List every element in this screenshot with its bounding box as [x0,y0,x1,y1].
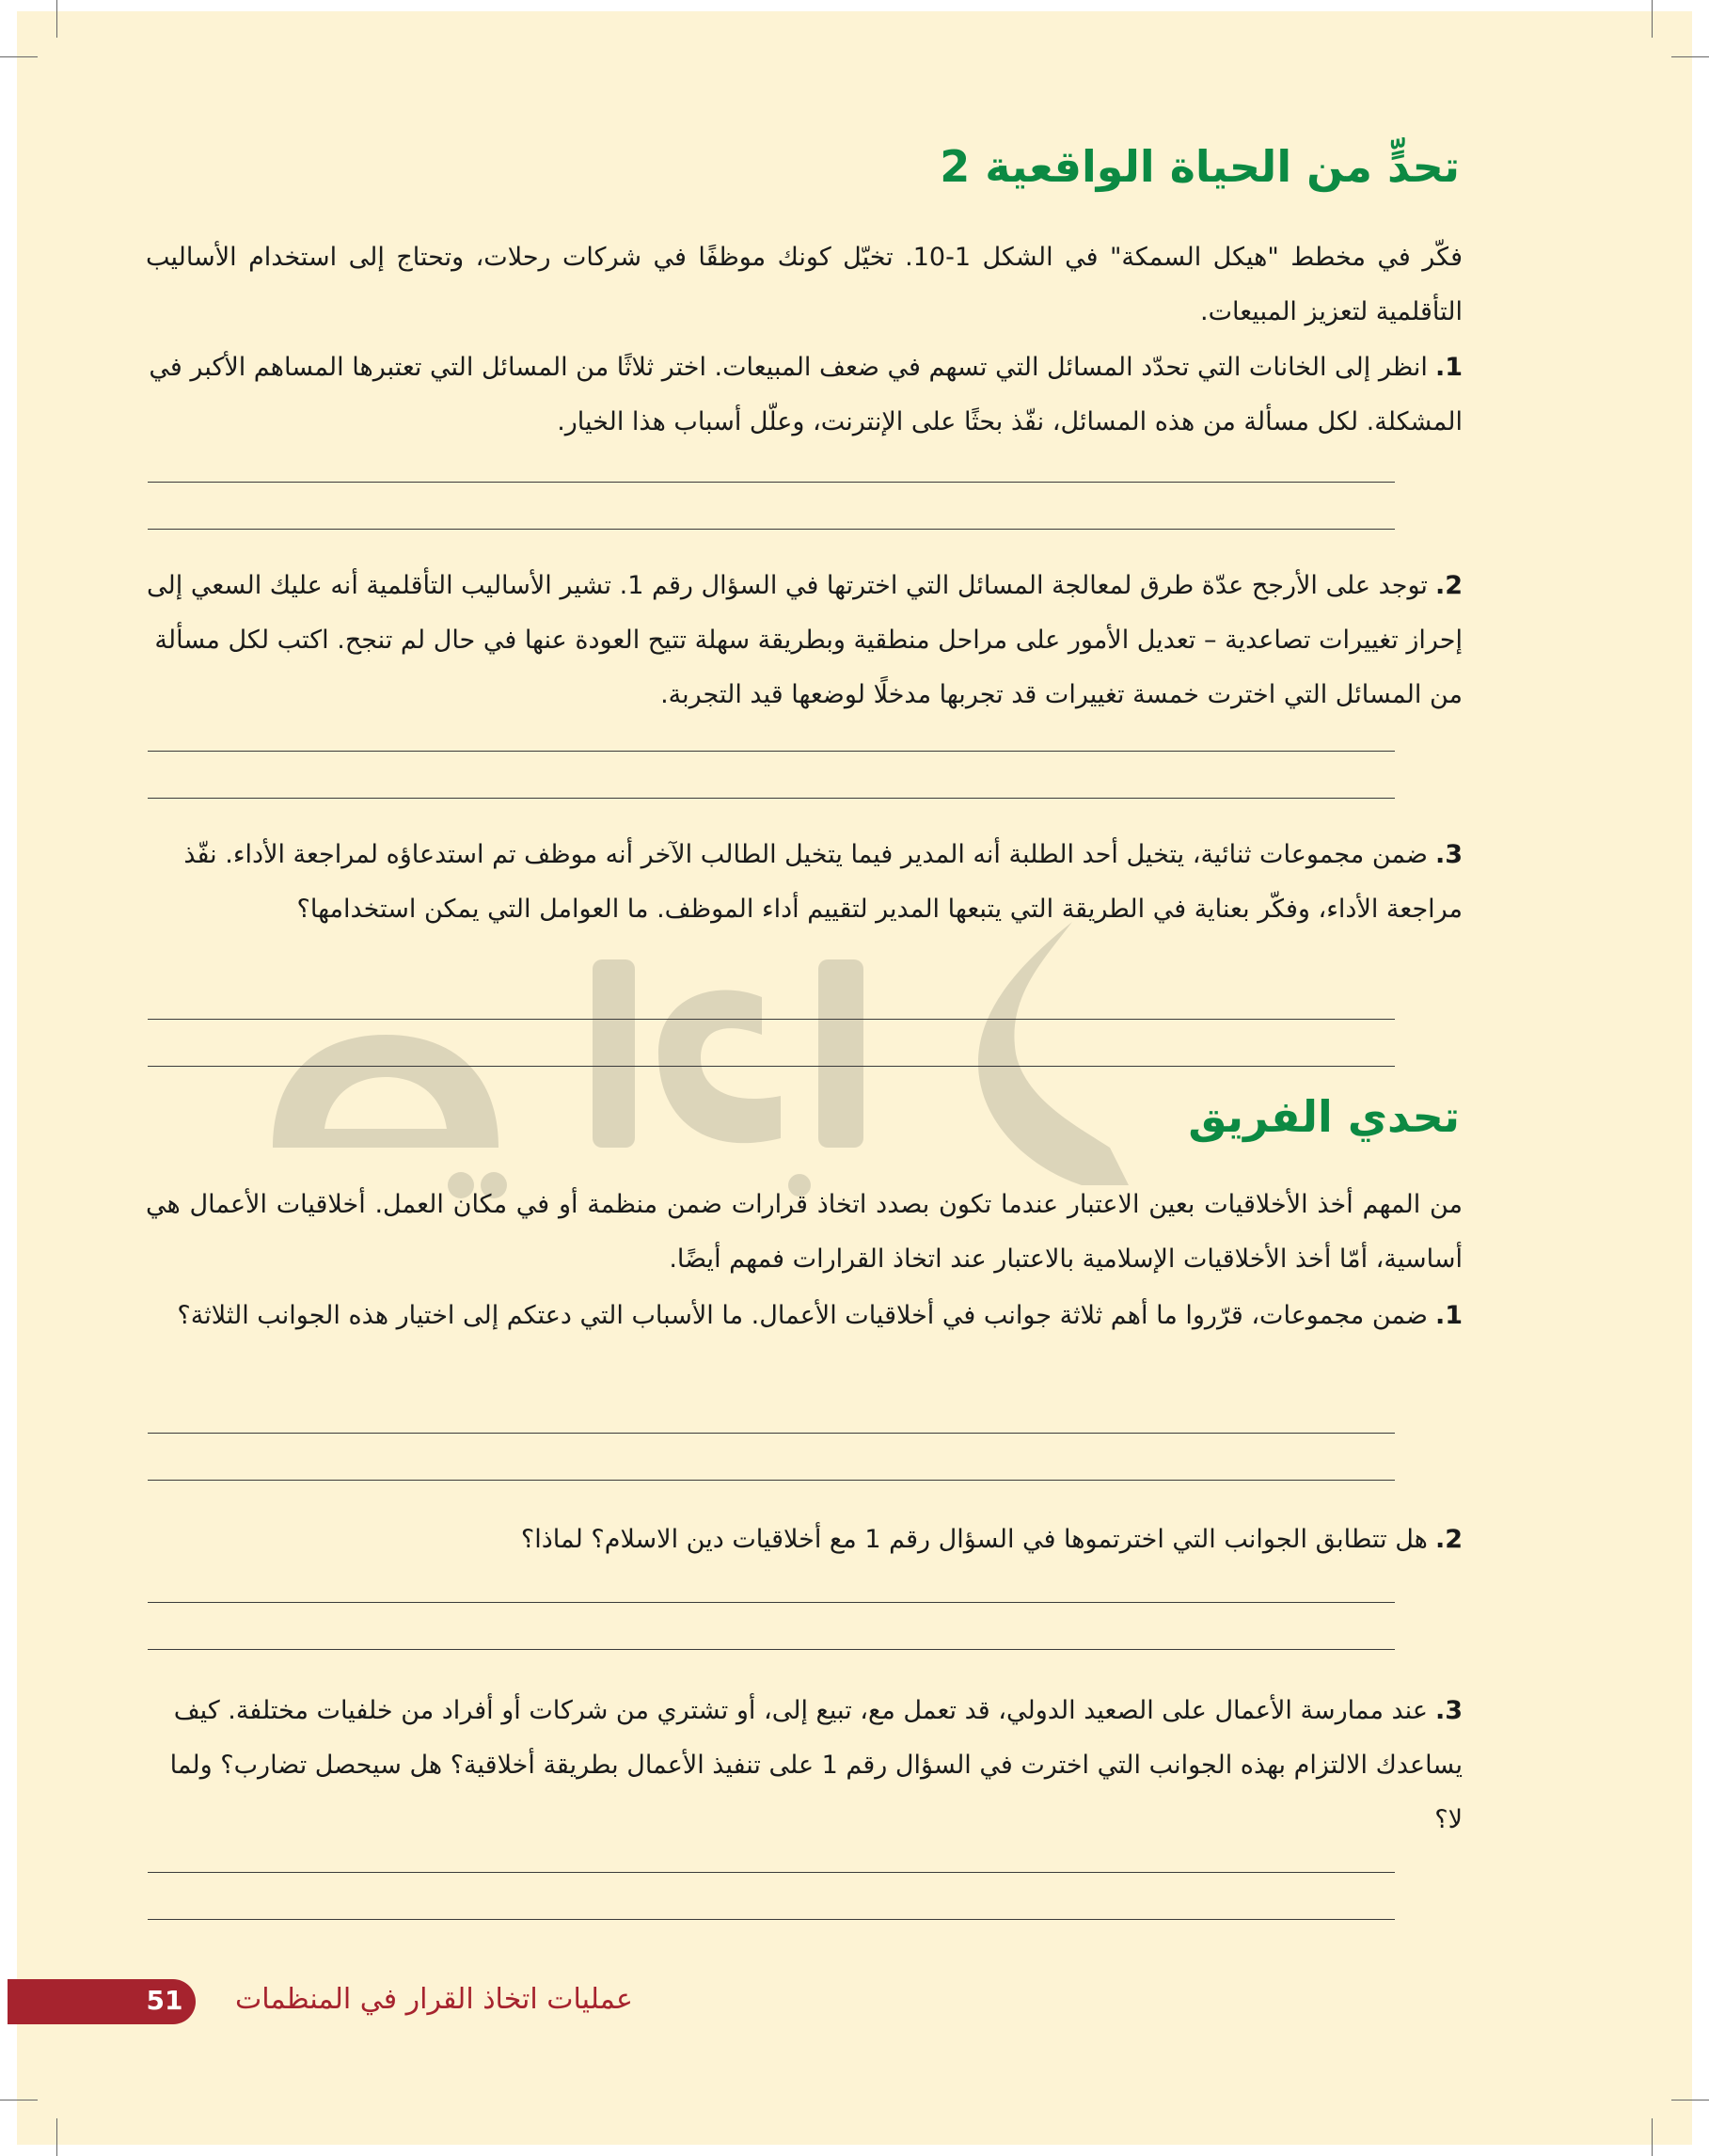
challenge1-title: تحدٍّ من الحياة الواقعية 2 [940,141,1460,192]
answer-line[interactable] [148,1602,1395,1603]
answer-line[interactable] [148,798,1395,799]
question-number: 1. [1434,1301,1463,1330]
crop-mark [0,56,38,57]
question-number: 3. [1434,1696,1463,1725]
challenge2-title: تحدي الفريق [1188,1091,1460,1142]
answer-line[interactable] [148,529,1395,530]
challenge1-intro: فكّر في مخطط "هيكل السمكة" في الشكل 1-10. تخيّل كونك موظفًا في شركات رحلات، وتحتاج إلى استخدام الأساليب التأقلمية لتعزيز المبيعات. [146,243,1463,326]
crop-mark [1652,2118,1653,2156]
answer-line[interactable] [148,1433,1395,1434]
challenge2-question-2 [146,1513,1463,1567]
crop-mark [1671,56,1709,57]
answer-line[interactable] [148,1066,1395,1067]
question-text: هل تتطابق الجوانب التي اخترتموها في السؤال رقم 1 مع أخلاقيات دين الاسلام؟ لماذا؟ [520,1525,1428,1554]
question-number: 3. [1434,840,1463,869]
challenge2-question-1 [146,1289,1463,1343]
question-number: 2. [1434,571,1463,600]
answer-line[interactable] [148,1480,1395,1481]
answer-line[interactable] [148,1872,1395,1873]
crop-mark [56,2118,57,2156]
challenge2-question-3 [146,1684,1463,1847]
question-number: 2. [1434,1525,1463,1554]
question-text: ضمن مجموعات ثنائية، يتخيل أحد الطلبة أنه المدير فيما يتخيل الطالب الآخر أنه موظف تم استدعاؤه لمراجعة الأداء. نفّذ مراجعة الأداء، وفكّر بعناية في الطريقة التي يتبعها المدير لتقييم أداء الموظف. ما العوامل التي يمكن استخدامها؟ [183,840,1463,924]
answer-line[interactable] [148,1019,1395,1020]
question-number: 1. [1434,353,1463,382]
crop-mark [1671,2100,1709,2101]
chapter-title: عمليات اتخاذ القرار في المنظمات [235,1983,633,2016]
crop-mark [1652,0,1653,38]
watermark-logo [235,903,1176,1204]
challenge2-intro: من المهم أخذ الأخلاقيات بعين الاعتبار عندما تكون بصدد اتخاذ قرارات ضمن منظمة أو في مكان العمل. أخلاقيات الأعمال هي أساسية، أمّا أخذ الأخلاقيات الإسلامية بالاعتبار عند اتخاذ القرارات فمهم أيضًا. [146,1190,1463,1274]
question-text: ضمن مجموعات، قرّروا ما أهم ثلاثة جوانب في أخلاقيات الأعمال. ما الأسباب التي دعتكم إلى اختيار هذه الجوانب الثلاثة؟ [177,1301,1428,1330]
page-number: 51 [146,1985,183,2016]
question-text: عند ممارسة الأعمال على الصعيد الدولي، قد تعمل مع، تبيع إلى، أو تشتري من شركات أو أفراد من خلفيات مختلفة. كيف يساعدك الالتزام بهذه الجوانب التي اخترت في السؤال رقم 1 على تنفيذ الأعمال بطريقة أخلاقية؟ هل سيحصل تضارب؟ ولما لا؟ [169,1696,1463,1834]
crop-mark [0,2100,38,2101]
challenge1-question-3 [146,828,1463,937]
answer-line[interactable] [148,751,1395,752]
crop-mark [56,0,57,38]
answer-line[interactable] [148,482,1395,483]
challenge1-question-2 [146,559,1463,722]
question-text: توجد على الأرجح عدّة طرق لمعالجة المسائل التي اخترتها في السؤال رقم 1. تشير الأساليب التأقلمية أنه عليك السعي إلى إحراز تغييرات تصاعدية – تعديل الأمور على مراحل منطقية وبطريقة سهلة تتيح العودة عنها في حال لم تنجح. اكتب لكل مسألة من المسائل التي اخترت خمسة تغييرات قد تجربها مدخلًا لوضعها قيد التجربة. [147,571,1463,709]
challenge1-question-1 [146,341,1463,450]
answer-line[interactable] [148,1649,1395,1650]
question-text: انظر إلى الخانات التي تحدّد المسائل التي تسهم في ضعف المبيعات. اختر ثلاثًا من المسائل التي تعتبرها المساهم الأكبر في المشكلة. لكل مسألة من هذه المسائل، نفّذ بحثًا على الإنترنت، وعلّل أسباب هذا الخيار. [149,353,1463,436]
answer-line[interactable] [148,1919,1395,1920]
